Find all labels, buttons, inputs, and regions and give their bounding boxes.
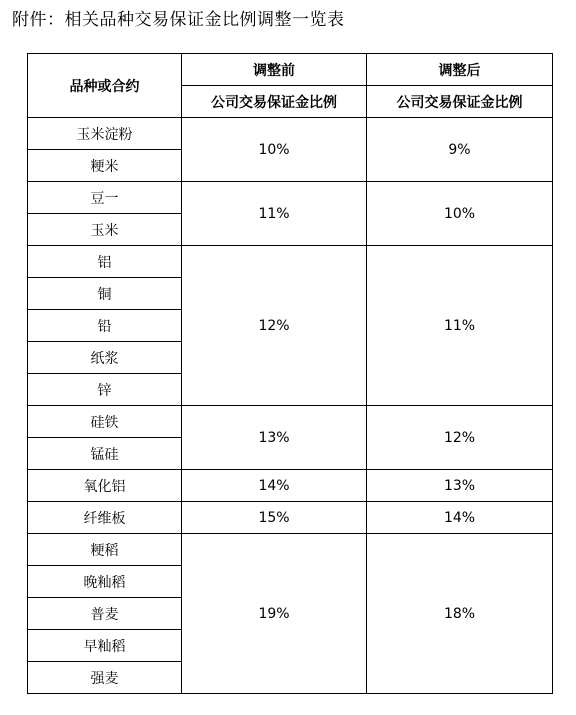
- margin-ratio-table: [27, 53, 553, 694]
- table-row: [28, 406, 553, 438]
- after-ratio-cell: 12%: [367, 406, 553, 470]
- subheader-before: 公司交易保证金比例: [182, 86, 367, 118]
- table-row: [28, 534, 553, 566]
- variety-cell: 豆一: [28, 182, 182, 214]
- header-after: 调整后: [367, 54, 553, 86]
- variety-cell: 铜: [28, 278, 182, 310]
- before-ratio-cell: 11%: [182, 182, 367, 246]
- table-row: [28, 470, 553, 502]
- before-ratio-cell: 13%: [182, 406, 367, 470]
- variety-cell: 粳米: [28, 150, 182, 182]
- variety-cell: 氧化铝: [28, 470, 182, 502]
- variety-cell: 纸浆: [28, 342, 182, 374]
- variety-cell: 锌: [28, 374, 182, 406]
- after-ratio-cell: 11%: [367, 246, 553, 406]
- header-variety: 品种或合约: [28, 54, 182, 118]
- table-row: [28, 502, 553, 534]
- variety-cell: 锰硅: [28, 438, 182, 470]
- page-title: 附件：相关品种交易保证金比例调整一览表: [12, 10, 345, 30]
- table-row: [28, 182, 553, 214]
- table-body: [28, 118, 553, 694]
- after-ratio-cell: 10%: [367, 182, 553, 246]
- table-row: [28, 118, 553, 150]
- variety-cell: 纤维板: [28, 502, 182, 534]
- variety-cell: 粳稻: [28, 534, 182, 566]
- table-row: [28, 246, 553, 278]
- after-ratio-cell: 18%: [367, 534, 553, 694]
- before-ratio-cell: 14%: [182, 470, 367, 502]
- variety-cell: 铅: [28, 310, 182, 342]
- variety-cell: 玉米: [28, 214, 182, 246]
- variety-cell: 早籼稻: [28, 630, 182, 662]
- variety-cell: 铝: [28, 246, 182, 278]
- subheader-after: 公司交易保证金比例: [367, 86, 553, 118]
- after-ratio-cell: 14%: [367, 502, 553, 534]
- variety-cell: 玉米淀粉: [28, 118, 182, 150]
- header-before: 调整前: [182, 54, 367, 86]
- after-ratio-cell: 9%: [367, 118, 553, 182]
- variety-cell: 强麦: [28, 662, 182, 694]
- before-ratio-cell: 12%: [182, 246, 367, 406]
- before-ratio-cell: 15%: [182, 502, 367, 534]
- variety-cell: 普麦: [28, 598, 182, 630]
- after-ratio-cell: 13%: [367, 470, 553, 502]
- variety-cell: 晚籼稻: [28, 566, 182, 598]
- before-ratio-cell: 10%: [182, 118, 367, 182]
- variety-cell: 硅铁: [28, 406, 182, 438]
- before-ratio-cell: 19%: [182, 534, 367, 694]
